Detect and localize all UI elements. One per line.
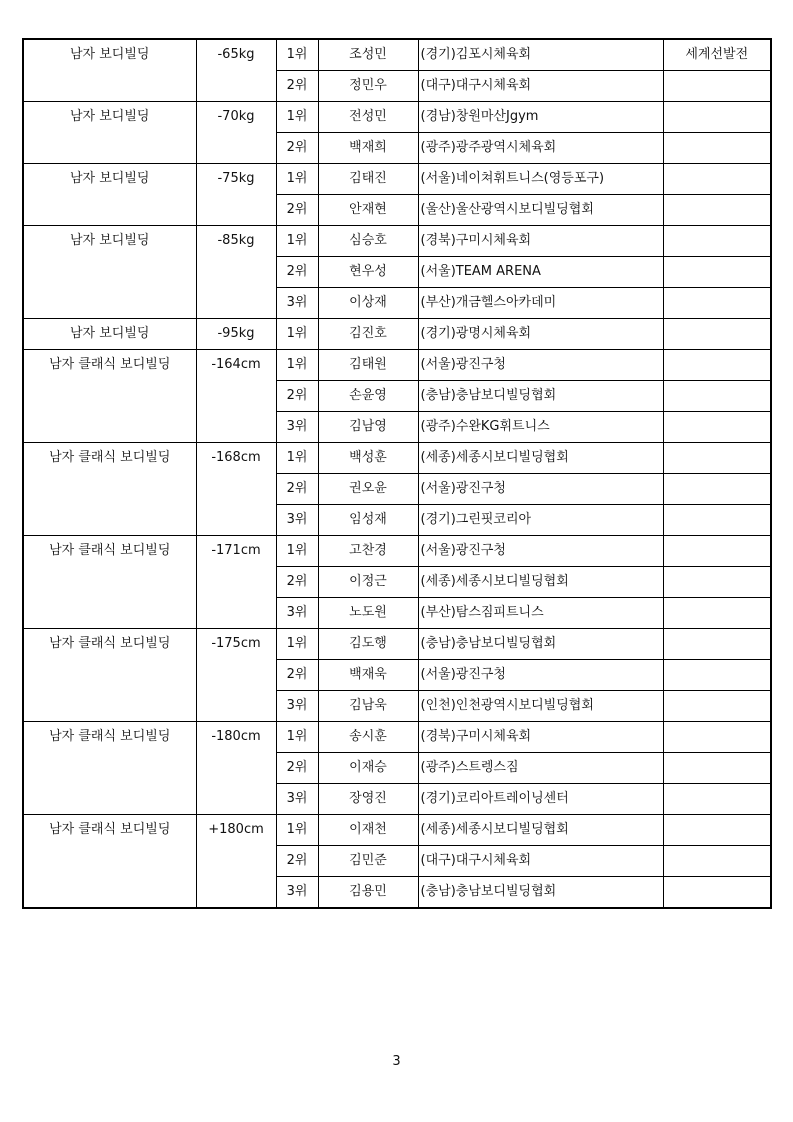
team-cell: (서울)광진구청 bbox=[418, 536, 663, 567]
note-cell bbox=[663, 102, 771, 133]
athlete-name-cell: 김태원 bbox=[318, 350, 418, 381]
table-row bbox=[23, 536, 771, 567]
event-category-cell: 남자 클래식 보디빌딩 bbox=[23, 536, 196, 629]
rank-cell: 2위 bbox=[276, 753, 318, 784]
rank-cell: 2위 bbox=[276, 567, 318, 598]
rank-cell: 2위 bbox=[276, 846, 318, 877]
athlete-name-cell: 이재천 bbox=[318, 815, 418, 846]
results-body bbox=[23, 39, 771, 908]
note-cell bbox=[663, 195, 771, 226]
athlete-name-cell: 심승호 bbox=[318, 226, 418, 257]
note-cell bbox=[663, 784, 771, 815]
rank-cell: 2위 bbox=[276, 257, 318, 288]
rank-cell: 1위 bbox=[276, 319, 318, 350]
athlete-name-cell: 장영진 bbox=[318, 784, 418, 815]
athlete-name-cell: 현우성 bbox=[318, 257, 418, 288]
weight-class-cell: -95kg bbox=[196, 319, 276, 350]
rank-cell: 3위 bbox=[276, 598, 318, 629]
note-cell bbox=[663, 474, 771, 505]
athlete-name-cell: 김민준 bbox=[318, 846, 418, 877]
weight-class-cell: -175cm bbox=[196, 629, 276, 722]
note-cell bbox=[663, 381, 771, 412]
athlete-name-cell: 백재희 bbox=[318, 133, 418, 164]
rank-cell: 1위 bbox=[276, 39, 318, 71]
team-cell: (충남)충남보디빌딩협회 bbox=[418, 629, 663, 660]
note-cell bbox=[663, 846, 771, 877]
rank-cell: 3위 bbox=[276, 412, 318, 443]
athlete-name-cell: 전성민 bbox=[318, 102, 418, 133]
rank-cell: 2위 bbox=[276, 474, 318, 505]
rank-cell: 1위 bbox=[276, 443, 318, 474]
athlete-name-cell: 이재승 bbox=[318, 753, 418, 784]
team-cell: (서울)광진구청 bbox=[418, 350, 663, 381]
team-cell: (광주)수완KG휘트니스 bbox=[418, 412, 663, 443]
team-cell: (충남)충남보디빌딩협회 bbox=[418, 381, 663, 412]
team-cell: (경기)광명시체육회 bbox=[418, 319, 663, 350]
team-cell: (대구)대구시체육회 bbox=[418, 71, 663, 102]
athlete-name-cell: 손윤영 bbox=[318, 381, 418, 412]
team-cell: (인천)인천광역시보디빌딩협회 bbox=[418, 691, 663, 722]
athlete-name-cell: 이상재 bbox=[318, 288, 418, 319]
team-cell: (세종)세종시보디빌딩협회 bbox=[418, 443, 663, 474]
team-cell: (울산)울산광역시보디빌딩협회 bbox=[418, 195, 663, 226]
event-category-cell: 남자 보디빌딩 bbox=[23, 39, 196, 102]
team-cell: (대구)대구시체육회 bbox=[418, 846, 663, 877]
rank-cell: 1위 bbox=[276, 102, 318, 133]
weight-class-cell: -85kg bbox=[196, 226, 276, 319]
event-category-cell: 남자 클래식 보디빌딩 bbox=[23, 722, 196, 815]
team-cell: (서울)네이쳐휘트니스(영등포구) bbox=[418, 164, 663, 195]
note-cell bbox=[663, 598, 771, 629]
team-cell: (서울)광진구청 bbox=[418, 474, 663, 505]
note-cell bbox=[663, 443, 771, 474]
note-cell bbox=[663, 257, 771, 288]
team-cell: (광주)스트렝스짐 bbox=[418, 753, 663, 784]
weight-class-cell: -180cm bbox=[196, 722, 276, 815]
event-category-cell: 남자 보디빌딩 bbox=[23, 164, 196, 226]
rank-cell: 3위 bbox=[276, 877, 318, 909]
team-cell: (세종)세종시보디빌딩협회 bbox=[418, 815, 663, 846]
athlete-name-cell: 김도행 bbox=[318, 629, 418, 660]
table-row bbox=[23, 815, 771, 846]
rank-cell: 3위 bbox=[276, 288, 318, 319]
athlete-name-cell: 백성훈 bbox=[318, 443, 418, 474]
note-cell bbox=[663, 133, 771, 164]
weight-class-cell: -75kg bbox=[196, 164, 276, 226]
athlete-name-cell: 김진호 bbox=[318, 319, 418, 350]
team-cell: (경북)구미시체육회 bbox=[418, 226, 663, 257]
weight-class-cell: -168cm bbox=[196, 443, 276, 536]
rank-cell: 2위 bbox=[276, 71, 318, 102]
note-cell bbox=[663, 815, 771, 846]
athlete-name-cell: 김용민 bbox=[318, 877, 418, 909]
rank-cell: 1위 bbox=[276, 815, 318, 846]
table-row bbox=[23, 629, 771, 660]
note-cell bbox=[663, 288, 771, 319]
athlete-name-cell: 정민우 bbox=[318, 71, 418, 102]
note-cell bbox=[663, 71, 771, 102]
note-cell bbox=[663, 536, 771, 567]
event-category-cell: 남자 보디빌딩 bbox=[23, 226, 196, 319]
rank-cell: 3위 bbox=[276, 505, 318, 536]
table-row bbox=[23, 350, 771, 381]
athlete-name-cell: 김남욱 bbox=[318, 691, 418, 722]
team-cell: (광주)광주광역시체육회 bbox=[418, 133, 663, 164]
note-cell bbox=[663, 412, 771, 443]
team-cell: (경남)창원마산Jgym bbox=[418, 102, 663, 133]
note-cell bbox=[663, 660, 771, 691]
rank-cell: 1위 bbox=[276, 350, 318, 381]
event-category-cell: 남자 보디빌딩 bbox=[23, 102, 196, 164]
table-row bbox=[23, 226, 771, 257]
athlete-name-cell: 김남영 bbox=[318, 412, 418, 443]
athlete-name-cell: 임성재 bbox=[318, 505, 418, 536]
table-row bbox=[23, 102, 771, 133]
rank-cell: 1위 bbox=[276, 164, 318, 195]
athlete-name-cell: 이정근 bbox=[318, 567, 418, 598]
rank-cell: 1위 bbox=[276, 722, 318, 753]
team-cell: (경북)구미시체육회 bbox=[418, 722, 663, 753]
team-cell: (부산)탐스짐피트니스 bbox=[418, 598, 663, 629]
note-cell bbox=[663, 722, 771, 753]
note-cell bbox=[663, 691, 771, 722]
athlete-name-cell: 노도원 bbox=[318, 598, 418, 629]
team-cell: (경기)그린핏코리아 bbox=[418, 505, 663, 536]
note-cell bbox=[663, 567, 771, 598]
event-category-cell: 남자 클래식 보디빌딩 bbox=[23, 443, 196, 536]
team-cell: (경기)김포시체육회 bbox=[418, 39, 663, 71]
rank-cell: 1위 bbox=[276, 629, 318, 660]
event-category-cell: 남자 클래식 보디빌딩 bbox=[23, 350, 196, 443]
team-cell: (충남)충남보디빌딩협회 bbox=[418, 877, 663, 909]
weight-class-cell: -171cm bbox=[196, 536, 276, 629]
note-cell bbox=[663, 319, 771, 350]
team-cell: (부산)개금헬스아카데미 bbox=[418, 288, 663, 319]
rank-cell: 3위 bbox=[276, 691, 318, 722]
athlete-name-cell: 조성민 bbox=[318, 39, 418, 71]
note-cell bbox=[663, 164, 771, 195]
team-cell: (경기)코리아트레이닝센터 bbox=[418, 784, 663, 815]
weight-class-cell: +180cm bbox=[196, 815, 276, 909]
athlete-name-cell: 고찬경 bbox=[318, 536, 418, 567]
team-cell: (서울)TEAM ARENA bbox=[418, 257, 663, 288]
note-cell bbox=[663, 350, 771, 381]
weight-class-cell: -70kg bbox=[196, 102, 276, 164]
team-cell: (세종)세종시보디빌딩협회 bbox=[418, 567, 663, 598]
page-number: 3 bbox=[392, 1054, 401, 1069]
athlete-name-cell: 안재현 bbox=[318, 195, 418, 226]
athlete-name-cell: 김태진 bbox=[318, 164, 418, 195]
note-cell bbox=[663, 629, 771, 660]
note-cell bbox=[663, 226, 771, 257]
event-category-cell: 남자 클래식 보디빌딩 bbox=[23, 629, 196, 722]
rank-cell: 2위 bbox=[276, 660, 318, 691]
event-category-cell: 남자 클래식 보디빌딩 bbox=[23, 815, 196, 909]
rank-cell: 2위 bbox=[276, 381, 318, 412]
table-row bbox=[23, 443, 771, 474]
athlete-name-cell: 송시훈 bbox=[318, 722, 418, 753]
event-category-cell: 남자 보디빌딩 bbox=[23, 319, 196, 350]
weight-class-cell: -65kg bbox=[196, 39, 276, 102]
rank-cell: 1위 bbox=[276, 226, 318, 257]
note-cell bbox=[663, 505, 771, 536]
rank-cell: 1위 bbox=[276, 536, 318, 567]
team-cell: (서울)광진구청 bbox=[418, 660, 663, 691]
results-table bbox=[22, 38, 772, 909]
weight-class-cell: -164cm bbox=[196, 350, 276, 443]
table-row bbox=[23, 722, 771, 753]
athlete-name-cell: 백재욱 bbox=[318, 660, 418, 691]
table-row bbox=[23, 164, 771, 195]
rank-cell: 3위 bbox=[276, 784, 318, 815]
table-row bbox=[23, 39, 771, 71]
table-row bbox=[23, 319, 771, 350]
athlete-name-cell: 권오윤 bbox=[318, 474, 418, 505]
rank-cell: 2위 bbox=[276, 133, 318, 164]
rank-cell: 2위 bbox=[276, 195, 318, 226]
note-cell bbox=[663, 877, 771, 909]
note-cell: 세계선발전 bbox=[663, 39, 771, 71]
note-cell bbox=[663, 753, 771, 784]
